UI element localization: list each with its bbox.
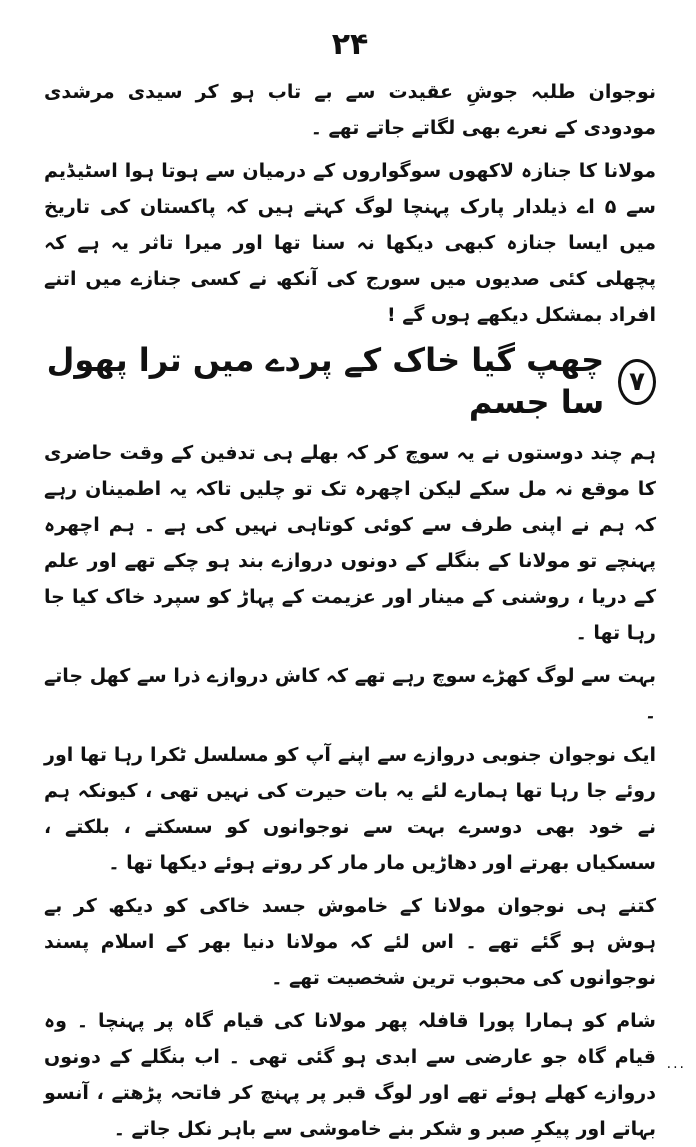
paragraph-fainted: کتنے ہی نوجوان مولانا کے خاموش جسد خاکی کو دیکھ کر بے ہوش ہو گئے تھے ۔ اس لئے کہ مولانا دنیا بھر کے اسلام پسند نوجوانوں کی محبوب ترین شخصیت تھے ۔ (44, 895, 656, 990)
page-corner-dots: ... (666, 1056, 686, 1072)
paragraph-friends: ہم چند دوستوں نے یہ سوچ کر کہ بھلے ہی تدفین کے وقت حاضری کا موقع نہ مل سکے لیکن اچھرہ تک تو چلیں تاکہ یہ اطمینان رہے کہ ہم نے اپنی طرف سے کوئی کوتاہی نہیں کی ہے ۔ ہم اچھرہ پہنچے تو مولانا کے بنگلے کے دونوں دروازے بند ہو چکے تھے اور علم کے دریا ، روشنی کے مینار اور عزیمت کے پہاڑ کو سپرد خاک کیا جا رہا تھا ۔ (44, 442, 656, 645)
section-title: چھپ گیا خاک کے پردے میں ترا پھول سا جسم (46, 341, 605, 421)
section-heading (44, 340, 656, 423)
paragraph-evening: شام کو ہمارا پورا قافلہ پھر مولانا کی قیام گاہ پر پہنچا ۔ وہ قیام گاہ جو عارضی سے ابدی ہو گئی تھی ۔ اب بنگلے کے دونوں دروازے کھلے ہوئے تھے اور لوگ قبر پر پہنچ کر فاتحہ پڑھتے ، آنسو بہاتے اور پیکرِ صبر و شکر بنے خاموشی سے باہر نکل جاتے ۔ (44, 1010, 656, 1141)
section-number-badge: ۷ (618, 359, 656, 405)
paragraph-young-man: ایک نوجوان جنوبی دروازے سے اپنے آپ کو مسلسل ٹکرا رہا تھا اور روئے جا رہا تھا ہمارے لئے یہ بات حیرت کی نہیں تھی ، کیونکہ ہم نے خود بھی دوسرے بہت سے نوجوانوں کو سسکتے ، بلکتے ، سسکیاں بھرتے اور دھاڑیں مار مار کر روتے ہوئے دیکھا تھا ۔ (44, 744, 656, 875)
paragraph-funeral: مولانا کا جنازہ لاکھوں سوگواروں کے درمیان سے ہوتا ہوا اسٹیڈیم سے ۵ اے ذیلدار پارک پہنچا لوگ کہتے ہیں کہ پاکستان کی تاریخ میں ایسا جنازہ کبھی دیکھا نہ سنا تھا اور میرا تاثر یہ ہے کہ پچھلی کئی صدیوں میں سورج کی آنکھ نے کسی جنازے میں اتنے افراد بمشکل دیکھے ہوں گے ! (44, 160, 656, 326)
paragraph-gates: بہت سے لوگ کھڑے سوچ رہے تھے کہ کاش دروازے ذرا سے کھل جاتے ۔ (44, 665, 656, 724)
paragraph-slogans: نوجوان طلبہ جوشِ عقیدت سے بے تاب ہو کر سیدی مرشدی مودودی کے نعرے بھی لگاتے جاتے تھے ۔ (44, 81, 656, 139)
page-number: ۲۴ (331, 27, 369, 62)
